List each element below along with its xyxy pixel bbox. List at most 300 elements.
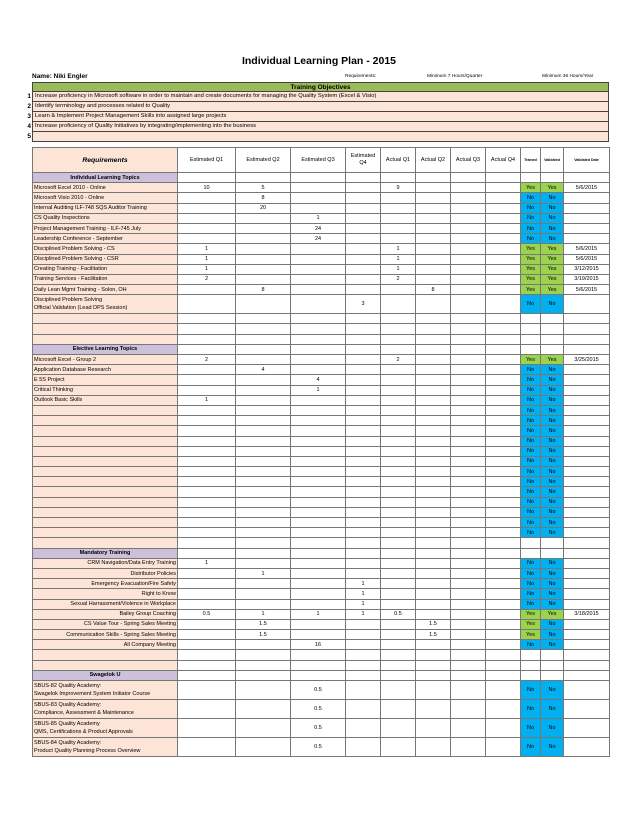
trained-status: No [521, 436, 541, 446]
hours-eq1 [178, 467, 236, 477]
table-row [33, 700, 610, 719]
trained-status: No [521, 568, 541, 578]
hours-aq2 [416, 719, 451, 738]
hours-aq4 [486, 334, 521, 344]
hours-eq4 [346, 213, 381, 223]
hours-aq3 [451, 558, 486, 568]
hours-aq4 [486, 477, 521, 487]
hours-eq4 [346, 568, 381, 578]
hours-eq1: 10 [178, 183, 236, 193]
validated-status: No [541, 487, 564, 497]
validated-date [564, 507, 610, 517]
hours-aq1 [381, 650, 416, 660]
hours-aq2 [416, 183, 451, 193]
requirement-name [33, 416, 178, 426]
trained-status: Yes [521, 630, 541, 640]
validated-status: Yes [541, 264, 564, 274]
hours-eq1 [178, 334, 236, 344]
requirement-name: Internal Auditing ILF-748 SQS Auditor Training [33, 203, 178, 213]
hours-eq1 [178, 234, 236, 244]
validated-status: No [541, 477, 564, 487]
hours-eq3 [291, 274, 346, 284]
section-blank-cell [236, 173, 291, 183]
requirements-label: Requirements: [345, 74, 377, 79]
hours-aq4 [486, 650, 521, 660]
hours-aq3 [451, 426, 486, 436]
hours-eq1 [178, 285, 236, 295]
hours-eq1 [178, 446, 236, 456]
hours-eq4 [346, 446, 381, 456]
hours-aq2 [416, 385, 451, 395]
hours-aq4 [486, 426, 521, 436]
hours-eq4 [346, 405, 381, 415]
requirement-name [33, 487, 178, 497]
hours-eq3 [291, 203, 346, 213]
hours-aq4 [486, 244, 521, 254]
hours-eq3 [291, 507, 346, 517]
section-blank-cell [346, 670, 381, 680]
hours-eq3 [291, 589, 346, 599]
hours-aq4 [486, 568, 521, 578]
trained-status: No [521, 213, 541, 223]
validated-date [564, 395, 610, 405]
trained-status: Yes [521, 355, 541, 365]
hours-aq1: 0.5 [381, 609, 416, 619]
hours-eq2: 8 [236, 193, 291, 203]
requirement-name [33, 436, 178, 446]
validated-date [564, 558, 610, 568]
hours-eq4 [346, 385, 381, 395]
validated-date [564, 324, 610, 334]
hours-aq2: 1.5 [416, 630, 451, 640]
requirement-name [33, 314, 178, 324]
section-blank-cell [381, 173, 416, 183]
hours-eq4 [346, 365, 381, 375]
validated-status: No [541, 405, 564, 415]
validated-date [564, 234, 610, 244]
validated-status: No [541, 375, 564, 385]
validated-status: No [541, 446, 564, 456]
hours-aq2 [416, 538, 451, 548]
hours-eq3 [291, 193, 346, 203]
hours-aq1 [381, 203, 416, 213]
trained-status: No [521, 738, 541, 757]
hours-aq4 [486, 395, 521, 405]
hours-aq4 [486, 416, 521, 426]
hours-aq3 [451, 568, 486, 578]
hours-aq4 [486, 385, 521, 395]
hours-eq3 [291, 477, 346, 487]
validated-status: No [541, 738, 564, 757]
requirement-name: E 5S Project [33, 375, 178, 385]
validated-status: No [541, 630, 564, 640]
hours-eq4 [346, 487, 381, 497]
hours-aq4 [486, 213, 521, 223]
hours-aq2 [416, 405, 451, 415]
trained-status: No [521, 193, 541, 203]
section-blank-cell [521, 173, 541, 183]
hours-eq4 [346, 640, 381, 650]
section-blank-cell [416, 344, 451, 354]
trained-status [521, 660, 541, 670]
hours-aq3 [451, 456, 486, 466]
hours-aq1 [381, 507, 416, 517]
hours-eq4 [346, 660, 381, 670]
hours-aq1 [381, 234, 416, 244]
hours-eq3 [291, 497, 346, 507]
hours-eq1 [178, 518, 236, 528]
hours-eq4 [346, 193, 381, 203]
table-row [33, 640, 610, 650]
hours-eq2 [236, 213, 291, 223]
hours-aq3 [451, 589, 486, 599]
hours-eq4 [346, 700, 381, 719]
section-blank-cell [486, 670, 521, 680]
hours-eq2 [236, 528, 291, 538]
hours-aq3 [451, 446, 486, 456]
hours-aq2 [416, 609, 451, 619]
table-row [33, 589, 610, 599]
trained-status [521, 538, 541, 548]
hours-eq1 [178, 719, 236, 738]
hours-eq1 [178, 385, 236, 395]
hours-aq2 [416, 599, 451, 609]
hours-eq2 [236, 395, 291, 405]
hours-eq2 [236, 681, 291, 700]
table-row [33, 507, 610, 517]
validated-date [564, 497, 610, 507]
requirement-line-1: SBUS-83 Quality Academy: [34, 702, 102, 708]
validated-status: No [541, 426, 564, 436]
hours-aq2 [416, 213, 451, 223]
section-header-row [33, 670, 610, 680]
section-blank-cell [486, 173, 521, 183]
section-blank-cell [178, 173, 236, 183]
hours-aq4 [486, 738, 521, 757]
hours-eq2 [236, 719, 291, 738]
requirement-name [33, 660, 178, 670]
hours-eq3 [291, 324, 346, 334]
trained-header: Trained [521, 148, 541, 173]
table-row [33, 365, 610, 375]
hours-aq2 [416, 203, 451, 213]
hours-aq1 [381, 589, 416, 599]
hours-eq1 [178, 497, 236, 507]
column-header-eq2: Estimated Q2 [236, 148, 291, 173]
hours-aq1 [381, 365, 416, 375]
objective-number: 5 [27, 133, 31, 140]
table-row [33, 518, 610, 528]
hours-eq4 [346, 630, 381, 640]
hours-aq3 [451, 630, 486, 640]
hours-eq3 [291, 395, 346, 405]
hours-aq3 [451, 355, 486, 365]
validated-date: 5/6/2015 [564, 244, 610, 254]
hours-aq2 [416, 234, 451, 244]
hours-aq3 [451, 650, 486, 660]
hours-eq1: 2 [178, 274, 236, 284]
hours-aq2 [416, 640, 451, 650]
hours-aq2: 8 [416, 285, 451, 295]
hours-eq3 [291, 365, 346, 375]
requirement-name [33, 518, 178, 528]
requirement-name [33, 405, 178, 415]
hours-eq3 [291, 456, 346, 466]
hours-aq2 [416, 365, 451, 375]
trained-status: No [521, 234, 541, 244]
validated-date [564, 681, 610, 700]
table-row [33, 183, 610, 193]
table-row [33, 295, 610, 314]
hours-eq4 [346, 314, 381, 324]
trained-status: No [521, 589, 541, 599]
hours-eq2 [236, 375, 291, 385]
hours-eq3 [291, 405, 346, 415]
hours-aq2 [416, 426, 451, 436]
hours-aq2 [416, 579, 451, 589]
column-header-aq2: Actual Q2 [416, 148, 451, 173]
requirement-line-2: Product Quality Planning Process Overview [34, 748, 141, 754]
table-row [33, 203, 610, 213]
hours-eq4 [346, 223, 381, 233]
section-blank-cell [178, 344, 236, 354]
hours-eq1 [178, 426, 236, 436]
objectives-header: Training Objectives [32, 82, 609, 92]
validated-status: Yes [541, 609, 564, 619]
requirement-line-2: Compliance, Assessment & Maintenance [34, 710, 134, 716]
hours-aq3 [451, 467, 486, 477]
hours-aq4 [486, 630, 521, 640]
hours-aq1 [381, 324, 416, 334]
hours-eq2 [236, 518, 291, 528]
hours-eq3 [291, 285, 346, 295]
hours-eq3 [291, 416, 346, 426]
trained-status: No [521, 295, 541, 314]
hours-eq2 [236, 426, 291, 436]
hours-eq3 [291, 314, 346, 324]
hours-eq4: 1 [346, 599, 381, 609]
hours-eq2 [236, 244, 291, 254]
hours-eq1 [178, 193, 236, 203]
validated-status: Yes [541, 355, 564, 365]
hours-eq1 [178, 681, 236, 700]
hours-aq2 [416, 650, 451, 660]
hours-eq2 [236, 467, 291, 477]
requirement-name [33, 719, 178, 738]
hours-aq4 [486, 589, 521, 599]
trained-status: Yes [521, 254, 541, 264]
hours-aq3 [451, 719, 486, 738]
hours-eq3 [291, 355, 346, 365]
section-blank-cell [416, 670, 451, 680]
validated-status: Yes [541, 285, 564, 295]
requirement-name: Disciplined Problem Solving - CS [33, 244, 178, 254]
hours-aq1: 1 [381, 244, 416, 254]
hours-eq2 [236, 579, 291, 589]
hours-aq2 [416, 324, 451, 334]
requirement-line-1: SBUS-85 Quality Academy [34, 721, 100, 727]
hours-aq1 [381, 660, 416, 670]
hours-eq2 [236, 295, 291, 314]
table-row [33, 558, 610, 568]
requirements-header: Requirements [33, 148, 178, 173]
validated-status: Yes [541, 244, 564, 254]
hours-eq1: 1 [178, 395, 236, 405]
validated-date [564, 456, 610, 466]
hours-aq4 [486, 285, 521, 295]
validated-status: No [541, 365, 564, 375]
trained-status: No [521, 395, 541, 405]
hours-eq3 [291, 295, 346, 314]
validated-status: No [541, 599, 564, 609]
hours-aq2 [416, 375, 451, 385]
hours-aq3 [451, 599, 486, 609]
section-blank-cell [236, 344, 291, 354]
requirement-name: CS Quality Inspections [33, 213, 178, 223]
hours-eq1 [178, 487, 236, 497]
hours-aq4 [486, 436, 521, 446]
trained-status: Yes [521, 285, 541, 295]
hours-aq2 [416, 355, 451, 365]
validated-status: No [541, 456, 564, 466]
hours-eq3 [291, 518, 346, 528]
hours-eq4 [346, 497, 381, 507]
trained-status: No [521, 405, 541, 415]
hours-eq2 [236, 334, 291, 344]
trained-status [521, 334, 541, 344]
hours-aq4 [486, 619, 521, 629]
hours-aq4 [486, 254, 521, 264]
hours-aq2 [416, 507, 451, 517]
hours-eq1: 1 [178, 244, 236, 254]
hours-aq2 [416, 660, 451, 670]
trained-status: No [521, 700, 541, 719]
validated-status: Yes [541, 254, 564, 264]
column-header-eq4: Estimated Q4 [346, 148, 381, 173]
objective-text: Identify terminology and processes related to Quality [32, 102, 609, 112]
hours-eq2 [236, 436, 291, 446]
trained-status: Yes [521, 619, 541, 629]
hours-aq3 [451, 507, 486, 517]
hours-aq2 [416, 487, 451, 497]
hours-eq2: 1 [236, 568, 291, 578]
requirement-line-2: Swagelok Improvement System Initiator Course [34, 691, 151, 697]
hours-eq1 [178, 213, 236, 223]
section-blank-cell [346, 548, 381, 558]
hours-eq2 [236, 456, 291, 466]
validated-date: 3/19/2015 [564, 274, 610, 284]
hours-aq3 [451, 538, 486, 548]
hours-aq3 [451, 295, 486, 314]
hours-aq3 [451, 334, 486, 344]
hours-eq1 [178, 589, 236, 599]
hours-aq3 [451, 234, 486, 244]
objective-text: Increase proficiency of Quality Initiatives by integrating/implementing into the business [32, 122, 609, 132]
table-row [33, 477, 610, 487]
table-row [33, 456, 610, 466]
hours-aq1 [381, 395, 416, 405]
hours-aq1 [381, 719, 416, 738]
requirement-name [33, 467, 178, 477]
requirement-name: Training Services - Facilitation [33, 274, 178, 284]
hours-aq1 [381, 385, 416, 395]
hours-aq4 [486, 203, 521, 213]
hours-eq2 [236, 314, 291, 324]
hours-aq2 [416, 416, 451, 426]
hours-eq3 [291, 446, 346, 456]
hours-aq4 [486, 599, 521, 609]
validated-status: No [541, 193, 564, 203]
hours-aq2 [416, 223, 451, 233]
requirement-name [33, 477, 178, 487]
section-blank-cell [486, 548, 521, 558]
hours-eq2: 20 [236, 203, 291, 213]
table-row [33, 223, 610, 233]
hours-aq4 [486, 719, 521, 738]
hours-eq3 [291, 558, 346, 568]
table-row [33, 264, 610, 274]
objective-number: 4 [27, 123, 31, 130]
table-row [33, 426, 610, 436]
hours-eq1 [178, 324, 236, 334]
hours-eq1 [178, 538, 236, 548]
validated-status: No [541, 579, 564, 589]
validated-date [564, 385, 610, 395]
hours-eq2: 5 [236, 183, 291, 193]
hours-aq4 [486, 446, 521, 456]
requirement-name [33, 497, 178, 507]
hours-aq3 [451, 213, 486, 223]
section-blank-cell [346, 344, 381, 354]
validated-status: Yes [541, 183, 564, 193]
hours-eq1 [178, 700, 236, 719]
hours-aq1 [381, 738, 416, 757]
hours-eq3: 0.5 [291, 700, 346, 719]
hours-eq3 [291, 254, 346, 264]
requirement-name: All Company Meeting [33, 640, 178, 650]
column-header-eq1: Estimated Q1 [178, 148, 236, 173]
header-row [33, 148, 610, 173]
hours-aq1 [381, 375, 416, 385]
validated-date [564, 650, 610, 660]
section-blank-cell [291, 670, 346, 680]
hours-aq4 [486, 456, 521, 466]
hours-aq1 [381, 314, 416, 324]
hours-eq2: 8 [236, 285, 291, 295]
hours-aq4 [486, 487, 521, 497]
validated-status [541, 334, 564, 344]
hours-aq1 [381, 446, 416, 456]
hours-aq4 [486, 193, 521, 203]
hours-eq4 [346, 426, 381, 436]
hours-aq1 [381, 681, 416, 700]
validated-date [564, 738, 610, 757]
trained-status: No [521, 467, 541, 477]
hours-eq3 [291, 436, 346, 446]
table-row [33, 234, 610, 244]
validated-date [564, 487, 610, 497]
hours-aq4 [486, 274, 521, 284]
validated-date [564, 426, 610, 436]
column-header-aq3: Actual Q3 [451, 148, 486, 173]
hours-eq2 [236, 223, 291, 233]
validated-date [564, 477, 610, 487]
hours-aq1 [381, 416, 416, 426]
section-blank-cell [521, 548, 541, 558]
trained-status: No [521, 203, 541, 213]
trained-status: No [521, 497, 541, 507]
objective-text: Learn & Implement Project Management Skills into assigned large projects [32, 112, 609, 122]
